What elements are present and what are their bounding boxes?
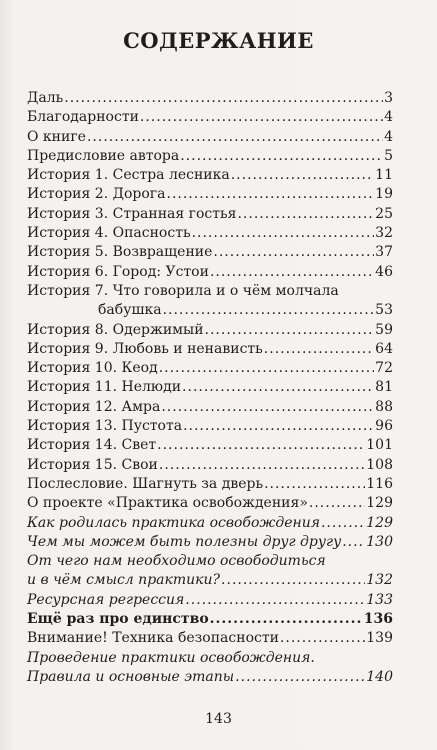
toc-entry	[27, 456, 393, 475]
toc-entry	[27, 533, 393, 552]
toc-entry	[27, 610, 393, 629]
toc-entry-page: 96	[375, 418, 393, 435]
dot-leader	[210, 610, 363, 629]
toc-entry-page: 116	[366, 475, 393, 492]
toc-entry-page: 133	[366, 591, 393, 608]
toc-entry-page: 4	[384, 128, 393, 145]
toc-entry	[27, 321, 393, 340]
toc-entry-page: 88	[375, 398, 393, 415]
toc-entry	[27, 629, 393, 648]
toc-entry-title: Ресурсная регрессия	[27, 591, 185, 608]
toc-entry	[27, 552, 393, 591]
dot-leader	[163, 301, 375, 320]
toc-entry-title: История 5. Возвращение	[27, 244, 213, 261]
toc-entry-title: Как родилась практика освобождения	[27, 514, 320, 531]
dot-leader	[235, 668, 365, 687]
dot-leader	[342, 533, 365, 552]
toc-entry-title: История 12. Амра	[27, 398, 161, 415]
toc-entry	[27, 185, 393, 204]
toc-entry-title: История 6. Город: Устои	[27, 263, 209, 280]
page-number: 143	[205, 711, 232, 727]
toc-entry-page: 46	[375, 263, 393, 280]
toc-entry	[27, 166, 393, 185]
toc-entry-title: История 7. Что говорила и о чём молчала	[27, 282, 339, 299]
toc-entry-title: От чего нам необходимо освободиться	[27, 553, 326, 570]
toc-entry-page: 129	[366, 514, 393, 531]
toc-entry-page: 72	[375, 360, 393, 377]
dot-leader	[64, 89, 383, 108]
toc-entry-title: Даль	[27, 90, 64, 106]
table-of-contents	[27, 89, 393, 687]
toc-entry	[27, 224, 393, 243]
toc-entry-page: 101	[366, 437, 393, 454]
toc-entry-title: Чем мы можем быть полезны друг другу	[27, 533, 342, 550]
toc-entry-title: История 14. Свет	[27, 437, 157, 454]
toc-entry-page: 32	[375, 225, 393, 242]
toc-entry-page: 59	[375, 321, 393, 338]
dot-leader	[182, 378, 374, 397]
toc-entry	[27, 436, 393, 455]
toc-entry	[27, 282, 393, 321]
toc-entry	[27, 205, 393, 224]
dot-leader	[264, 475, 365, 494]
toc-entry-page: 25	[375, 205, 393, 222]
toc-entry-title: Предисловие автора	[27, 147, 180, 164]
dot-leader	[280, 629, 365, 648]
toc-entry-page: 11	[375, 167, 393, 184]
toc-entry	[27, 89, 393, 108]
toc-entry-title: История 3. Странная гостья	[27, 205, 237, 222]
toc-entry	[27, 263, 393, 282]
dot-leader	[159, 359, 374, 378]
dot-leader	[264, 340, 374, 359]
toc-entry-page: 136	[363, 611, 393, 628]
toc-entry-page: 132	[366, 572, 393, 589]
toc-entry-title: История 8. Одержимый	[27, 321, 204, 338]
toc-entry	[27, 128, 393, 147]
toc-entry-title: История 4. Опасность	[27, 225, 191, 242]
toc-entry-page: 129	[366, 495, 393, 512]
dot-leader	[309, 494, 365, 513]
toc-entry	[27, 475, 393, 494]
toc-entry-title: Ещё раз про единство	[27, 611, 209, 628]
toc-entry	[27, 147, 393, 166]
toc-entry	[27, 398, 393, 417]
toc-entry-page: 139	[366, 630, 393, 647]
toc-entry-title: История 13. Пустота	[27, 418, 183, 435]
toc-entry-page: 53	[375, 302, 393, 319]
toc-entry-page: 130	[366, 533, 393, 550]
toc-entry-title: История 2. Дорога	[27, 186, 166, 203]
toc-entry-title: История 15. Свои	[27, 456, 158, 473]
toc-entry-page: 37	[375, 244, 393, 261]
toc-entry-page: 3	[384, 90, 393, 106]
dot-leader	[140, 108, 383, 127]
dot-leader	[167, 185, 375, 204]
toc-entry-page: 4	[384, 109, 393, 126]
page-title: СОДЕРЖАНИЕ	[123, 28, 314, 53]
toc-entry	[27, 108, 393, 127]
toc-entry-page: 140	[366, 668, 393, 685]
toc-entry	[27, 340, 393, 359]
toc-entry-title: История 11. Нелюди	[27, 379, 182, 396]
toc-entry	[27, 649, 393, 688]
dot-leader	[161, 398, 374, 417]
dot-leader	[185, 591, 365, 610]
toc-entry-title: История 1. Сестра лесника	[27, 167, 230, 184]
toc-entry-page: 19	[375, 186, 393, 203]
dot-leader	[180, 147, 383, 166]
toc-entry-title: О книге	[27, 128, 86, 145]
toc-entry	[27, 378, 393, 397]
toc-entry-page: 64	[375, 340, 393, 357]
toc-entry-title: Внимание! Техника безопасности	[27, 630, 279, 647]
dot-leader	[205, 321, 375, 340]
toc-entry	[27, 494, 393, 513]
toc-entry	[27, 591, 393, 610]
toc-entry-title: История 9. Любовь и ненависть	[27, 340, 263, 357]
dot-leader	[183, 417, 374, 436]
toc-entry-title-continued: и в чём смысл практики?	[27, 572, 221, 589]
dot-leader	[157, 436, 365, 455]
toc-entry-title: Проведение практики освобождения.	[27, 649, 315, 666]
dot-leader	[87, 128, 383, 147]
dot-leader	[237, 205, 374, 224]
toc-entry-page: 5	[384, 147, 393, 164]
dot-leader	[321, 514, 365, 533]
dot-leader	[210, 263, 374, 282]
toc-entry-title: О проекте «Практика освобождения»	[27, 495, 308, 512]
toc-entry	[27, 359, 393, 378]
dot-leader	[213, 243, 374, 262]
toc-entry-title: История 10. Кеод	[27, 360, 158, 377]
toc-entry	[27, 514, 393, 533]
dot-leader	[231, 166, 374, 185]
toc-entry	[27, 243, 393, 262]
toc-entry	[27, 417, 393, 436]
toc-entry-page: 108	[366, 456, 393, 473]
toc-entry-title-continued: бабушка	[98, 302, 162, 319]
dot-leader	[159, 456, 365, 475]
toc-entry-title: Послесловие. Шагнуть за дверь	[27, 475, 264, 492]
dot-leader	[192, 224, 375, 243]
toc-entry-page: 81	[375, 379, 393, 396]
dot-leader	[221, 571, 365, 590]
toc-entry-title: Благодарности	[27, 109, 139, 126]
toc-entry-title-continued: Правила и основные этапы	[27, 668, 235, 685]
